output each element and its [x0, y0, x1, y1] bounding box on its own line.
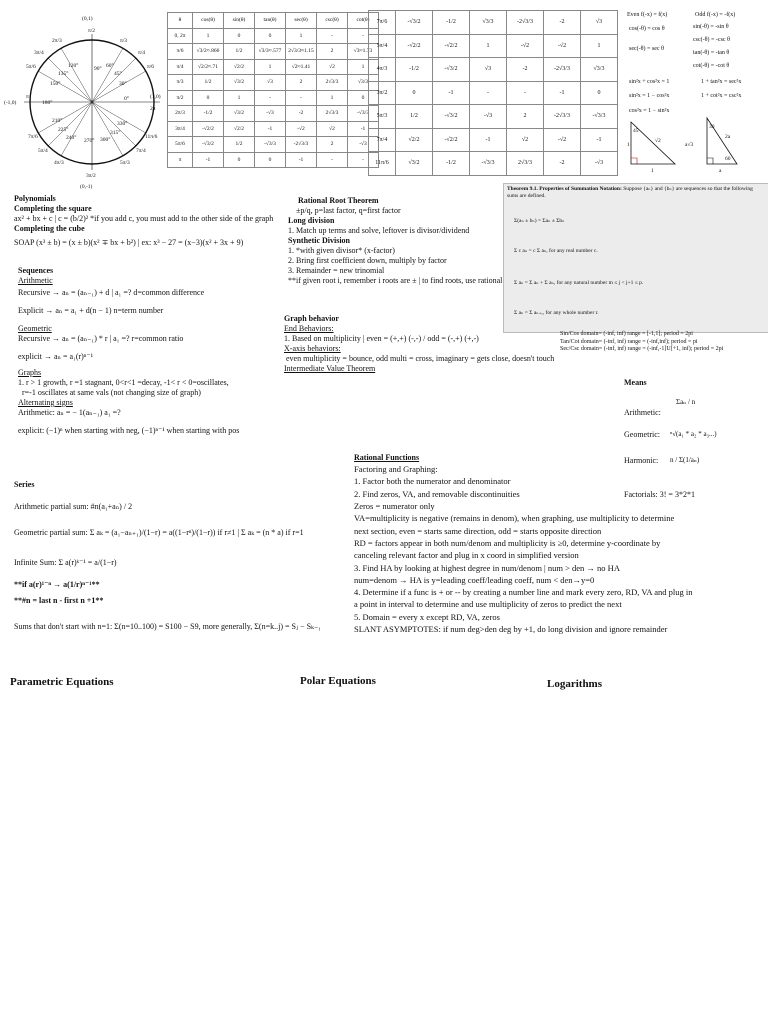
value-cell: 2	[317, 137, 348, 153]
subsection-title: Geometric	[18, 324, 52, 333]
summation-property: Σ aₙ = Σ aₙ + Σ aₙ, for any natural number m ≤ j < j+1 ≤ p.	[514, 280, 644, 286]
body-text: 1. Factor both the numerator and denominator	[354, 476, 511, 487]
sequences-section	[18, 266, 308, 436]
table-row	[168, 106, 379, 122]
value-cell: -√3	[348, 137, 379, 153]
summation-properties-box	[503, 183, 768, 333]
angle-label: 120°	[68, 63, 79, 69]
pythagorean-identity: 1 + tan²x = sec²x	[701, 79, 742, 85]
value-cell: -	[348, 28, 379, 44]
angle-cell: 5π/3	[369, 105, 396, 129]
triangle-angle-label: 60	[725, 156, 731, 162]
table-row	[168, 137, 379, 153]
table-row	[369, 105, 618, 129]
value-cell: √3/2	[396, 152, 433, 176]
radian-label: 4π/3	[54, 160, 64, 166]
value-cell: -1	[348, 121, 379, 137]
value-cell: 0	[224, 152, 255, 168]
radian-label: π/4	[138, 50, 146, 56]
value-cell: -1	[286, 152, 317, 168]
formula-text: Arithmetic partial sum: #n(a₁+aₙ) / 2	[14, 502, 133, 511]
angle-label: 90°	[94, 66, 102, 72]
body-text: even multiplicity = bounce, odd multi = cross, imaginary = gets close, doesn't touch	[286, 354, 555, 363]
formula-text: n / Σ(1/aₙ)	[670, 456, 700, 464]
radian-label: 3π/4	[34, 50, 44, 56]
rational-functions-body	[354, 463, 764, 635]
body-text: VA=multiplicity is negative (remains in denom), when graphing, use multiplicity to determine	[354, 513, 675, 524]
angle-label: 135°	[58, 71, 69, 77]
radian-label: 5π/6	[26, 64, 36, 70]
trig-table-first-half	[167, 12, 379, 168]
value-cell: -2	[544, 11, 581, 35]
heading-polar: Polar Equations	[300, 675, 376, 687]
value-cell: -2√3/3	[286, 137, 317, 153]
value-cell: -√2	[544, 34, 581, 58]
angle-label: 0°	[124, 96, 129, 102]
value-cell: -2√3/3	[507, 11, 544, 35]
angle-cell: 2π/3	[168, 106, 193, 122]
table-row	[168, 44, 379, 60]
body-text: ±p/q, p=last factor, q=first factor	[296, 206, 401, 215]
section-title: Series	[14, 480, 35, 489]
angle-cell: π/2	[168, 90, 193, 106]
value-cell: √2≈1.41	[286, 59, 317, 75]
formula-text: Recursive → aₙ = (aₙ₋₁) + d | a₁ =? d=common difference	[18, 288, 205, 297]
body-text: 1. Match up terms and solve, leftover is divisor/dividend	[288, 226, 470, 235]
value-cell: -	[470, 81, 507, 105]
radian-label: 2π/3	[52, 38, 62, 44]
pythagorean-identity: cos²x = 1 − sin²x	[629, 108, 670, 114]
value-cell: √3	[470, 58, 507, 82]
body-text: 3. Find HA by looking at highest degree in num/denom | num > den → no HA	[354, 562, 620, 573]
table-row	[168, 152, 379, 168]
step-text: 1. *with given divisor* (x-factor)	[288, 246, 395, 255]
table-header: cos(θ)	[193, 13, 224, 29]
subsection-title: End Behaviors:	[284, 324, 334, 333]
angle-cell: π/4	[168, 59, 193, 75]
body-text: a point in interval to determine and use multiplicity of zeros to predict the next	[354, 599, 622, 610]
odd-label: Odd f(-x) = -f(x)	[695, 12, 736, 18]
value-cell: -1	[433, 81, 470, 105]
even-label: Even f(-x) = f(x)	[627, 12, 668, 18]
point-top: (0,1)	[82, 16, 93, 22]
identities-panel	[625, 10, 768, 182]
angle-cell: π	[168, 152, 193, 168]
angle-cell: 5π/4	[369, 34, 396, 58]
table-header: cot(θ)	[348, 13, 379, 29]
value-cell: -2	[507, 58, 544, 82]
rational-functions-section	[354, 453, 764, 635]
body-text: SLANT ASYMPTOTES: if num deg>den deg by +1, do long division and ignore remainder	[354, 624, 668, 635]
value-cell: -1	[544, 81, 581, 105]
angle-label: 270°	[84, 138, 95, 144]
subsection-title: Graphs	[18, 368, 42, 377]
completing-square-text: ax² + bx + c | c = (b/2)² *if you add c, you must add to the other side of the graph	[14, 214, 274, 223]
radian-label: 2π	[150, 106, 156, 112]
value-cell: √3/3≈.577	[255, 44, 286, 60]
angle-label: 30°	[119, 81, 127, 87]
value-cell: -1	[581, 128, 618, 152]
body-text: 1. r > 1 growth, r =1 stagnant, 0<r<1 =decay, -1< r < 0=oscillates,	[18, 378, 229, 387]
value-cell: -√2/2	[396, 34, 433, 58]
step-text: 3. Remainder = new trinomial	[288, 266, 385, 275]
value-cell: 1/2	[224, 137, 255, 153]
value-cell: 1/2	[396, 105, 433, 129]
table-row	[168, 28, 379, 44]
body-text: 4. Determine if a func is + or -- by creating a number line and mark every zero, RD, VA and plug in	[354, 587, 693, 598]
heading-logarithms: Logarithms	[547, 678, 602, 690]
radian-label: π/2	[88, 28, 96, 34]
point-bottom: (0,-1)	[80, 184, 93, 190]
body-text: RD = factors appear in both num/denom and multiplicity is ≥0, determine y-coordinate by	[354, 537, 661, 548]
value-cell: 1/2	[193, 75, 224, 91]
table-row	[369, 81, 618, 105]
value-cell: -	[255, 90, 286, 106]
value-cell: 2√3/3	[317, 106, 348, 122]
value-cell: -√3	[255, 106, 286, 122]
rational-root-section	[288, 196, 503, 286]
heading-parametric: Parametric Equations	[10, 676, 114, 688]
value-cell: 0	[255, 152, 286, 168]
even-identity: cos(-θ) = cos θ	[629, 26, 665, 32]
angle-cell: π/3	[168, 75, 193, 91]
theorem-title: Theorem 9.1. Properties of Summation Notation:	[507, 186, 622, 192]
triangle-side-label: a	[719, 168, 722, 174]
section-title: Polynomials	[14, 194, 56, 203]
value-cell: -√2	[286, 121, 317, 137]
factorial-text: Factorials: 3! = 3*2*1	[624, 490, 695, 499]
value-cell: √2	[317, 59, 348, 75]
value-cell: -	[507, 81, 544, 105]
value-cell: √2/2	[396, 128, 433, 152]
value-cell: √3≈1.73	[348, 44, 379, 60]
value-cell: -√2	[507, 34, 544, 58]
body-text: 1. Based on multiplicity | even = (+,+) (-,-) / odd = (-,+) (+,-)	[284, 334, 479, 343]
formula-text: Recursive → aₙ = (aₙ₋₁) * r | a₁ =? r=common ratio	[18, 334, 184, 343]
pythagorean-identity: sin²x + cos²x = 1	[629, 79, 670, 85]
triangle-side-label: 1	[627, 142, 630, 148]
value-cell: -√3/2	[433, 58, 470, 82]
body-text: Factoring and Graphing:	[354, 464, 438, 474]
value-cell: -1/2	[433, 11, 470, 35]
table-header-row	[168, 13, 379, 29]
table-row	[369, 58, 618, 82]
value-cell: √2/2	[224, 121, 255, 137]
formula-text: Geometric partial sum: Σ aₖ = (a₁−aₙ₊₁)/(1−r) = a((1−rⁿ)/(1−r)) if r≠1 | Σ aₖ = (n * a) if r=1	[14, 528, 304, 537]
value-cell: -1	[470, 128, 507, 152]
value-cell: 2√3/3	[507, 152, 544, 176]
special-triangles-icon	[627, 114, 768, 180]
subsection-title: X-axis behaviors:	[284, 344, 341, 353]
value-cell: -√2	[544, 128, 581, 152]
radian-label: 7π/4	[136, 148, 146, 154]
table-header: sec(θ)	[286, 13, 317, 29]
value-cell: -1	[193, 152, 224, 168]
angle-label: 300°	[100, 137, 111, 143]
value-cell: 0	[224, 28, 255, 44]
value-cell: -√3	[470, 105, 507, 129]
domain-text: Tan/Cot domain= (-inf, inf) range = (-inf,inf); period = pi	[560, 338, 698, 345]
value-cell: -√2/2	[433, 128, 470, 152]
subsection-title: Alternating signs	[18, 398, 73, 407]
completing-cube-text: SOAP (x³ ± b) = (x ± b)(x² ∓ bx + b²) | ex: x³ − 27 = (x−3)(x² + 3x + 9)	[14, 238, 244, 247]
formula-text: ⁿ√(a₁ * a₂ * a₃...)	[670, 430, 717, 438]
value-cell: -√3/3	[581, 105, 618, 129]
angle-label: 330°	[117, 121, 128, 127]
odd-identity: cot(-θ) = -cot θ	[693, 63, 730, 69]
subsection-title: Intermediate Value Theorem	[284, 364, 376, 373]
subsection-title: Long division	[288, 216, 335, 225]
angle-label: 180°	[42, 100, 53, 106]
value-cell: 1	[581, 34, 618, 58]
value-cell: -√2/2	[193, 121, 224, 137]
radian-label: π/3	[120, 38, 128, 44]
note-text: **if a(r)¹⁻ⁿ → a(1/r)ⁿ⁻¹**	[14, 580, 100, 589]
angle-label: 45°	[114, 71, 122, 77]
pythagorean-identity: sin²x = 1 − cos²x	[629, 93, 670, 99]
value-cell: 2	[286, 75, 317, 91]
angle-cell: 3π/2	[369, 81, 396, 105]
angle-label: 240°	[66, 135, 77, 141]
formula-text: Arithmetic: aₙ = − 1(aₙ₋₁) a₁ =?	[18, 408, 121, 417]
mean-label: Geometric:	[624, 430, 660, 439]
theorem-intro: Suppose {aₙ} and {bₙ} are sequences so that the following sums are defined.	[507, 186, 753, 200]
table-row	[168, 121, 379, 137]
summation-property: Σ aₙ = Σ aₙ₊ᵣ, for any whole number r.	[514, 310, 599, 316]
subsection-title: Arithmetic	[18, 276, 53, 285]
section-title: Means	[624, 378, 647, 387]
angle-label: 315°	[110, 130, 121, 136]
value-cell: 1	[470, 34, 507, 58]
radian-label: 3π/2	[86, 173, 96, 179]
value-cell: -1/2	[433, 152, 470, 176]
formula-text: Infinite Sum: Σ a(r)ᵏ⁻¹ = a/(1−r)	[14, 558, 117, 567]
value-cell: √3	[255, 75, 286, 91]
section-title: Sequences	[18, 266, 54, 275]
formula-text: Σaₙ / n	[676, 398, 696, 406]
value-cell: 1	[317, 90, 348, 106]
value-cell: -1	[255, 121, 286, 137]
value-cell: -√3/2	[396, 11, 433, 35]
table-row	[168, 75, 379, 91]
note-text: **#n = last n - first n +1**	[14, 596, 104, 605]
formula-text: Sums that don't start with n=1: Σ(n=10..100) = S100 − S9, more generally, Σ(n=k..j) = Sⱼ − Sₖ₋₁	[14, 622, 321, 631]
value-cell: 0	[193, 90, 224, 106]
radian-label: 5π/4	[38, 148, 48, 154]
value-cell: √3	[581, 11, 618, 35]
angle-label: 210°	[52, 118, 63, 124]
domain-text: Sin/Cos domain= (-inf, inf) range = [-1,1]; period = 2pi	[560, 331, 693, 337]
value-cell: -√2/2	[433, 34, 470, 58]
table-header: csc(θ)	[317, 13, 348, 29]
value-cell: -2	[544, 152, 581, 176]
unit-circle	[4, 10, 164, 190]
domain-text: Sec/Csc domain= (-inf, inf) range = (-inf,-1]U[+1, inf); period = 2pi	[560, 346, 724, 352]
subsection-title: Completing the square	[14, 204, 92, 213]
value-cell: -√3/2	[193, 137, 224, 153]
odd-identity: tan(-θ) = -tan θ	[693, 50, 730, 56]
table-row	[168, 90, 379, 106]
point-left: (-1,0)	[4, 100, 17, 106]
triangle-side-label: 1	[651, 168, 654, 174]
series-section	[14, 480, 344, 632]
odd-identity: csc(-θ) = -csc θ	[693, 37, 730, 43]
radian-label: 5π/3	[120, 160, 130, 166]
triangle-angle-label: 45	[633, 128, 639, 134]
angle-cell: π/6	[168, 44, 193, 60]
mean-label: Harmonic:	[624, 456, 659, 465]
value-cell: 1	[348, 59, 379, 75]
triangle-angle-label: 30	[709, 124, 715, 130]
value-cell: -2√3/3	[544, 58, 581, 82]
body-text: r=-1 oscillates at same vals (not changing size of graph)	[22, 388, 201, 397]
value-cell: -	[317, 28, 348, 44]
body-text: num=denom → HA is y=leading coeff/leading coeff, num < den→y=0	[354, 574, 595, 585]
table-row	[369, 34, 618, 58]
angle-cell: 0, 2π	[168, 28, 193, 44]
value-cell: -2√3/3	[544, 105, 581, 129]
body-text: next section, even = starts same direction, odd = starts opposite direction	[354, 525, 602, 536]
table-header: θ	[168, 13, 193, 29]
value-cell: 0	[396, 81, 433, 105]
value-cell: 2√3/3	[317, 75, 348, 91]
value-cell: 1	[255, 59, 286, 75]
angle-cell: 5π/6	[168, 137, 193, 153]
value-cell: -1/2	[193, 106, 224, 122]
section-title: Rational Root Theorem	[298, 196, 379, 205]
means-section	[624, 378, 768, 499]
value-cell: 1	[224, 90, 255, 106]
section-title: Rational Functions	[354, 453, 420, 462]
value-cell: 2	[317, 44, 348, 60]
triangle-side-label: a√3	[685, 142, 694, 148]
trig-table-second-half	[368, 10, 618, 176]
subsection-title: Synthetic Division	[288, 236, 351, 245]
mean-label: Arithmetic:	[624, 408, 661, 417]
triangle-hyp-label: 2a	[725, 134, 731, 140]
value-cell: -1/2	[396, 58, 433, 82]
value-cell: -√3/2	[433, 105, 470, 129]
body-text: canceling relevant factor and plug in x coord in simplified version	[354, 550, 579, 561]
value-cell: √2	[507, 128, 544, 152]
value-cell: √2/2≈.71	[193, 59, 224, 75]
value-cell: √3/3	[581, 58, 618, 82]
value-cell: 2	[507, 105, 544, 129]
radian-label: 7π/6	[28, 134, 38, 140]
section-title: Graph behavior	[284, 314, 339, 323]
step-text: **if given root i, remember i roots are ± | to find roots, use rational	[288, 276, 503, 285]
formula-text: Explicit → aₙ = a₁ + d(n − 1) n=term number	[18, 306, 164, 315]
value-cell: 1	[286, 28, 317, 44]
value-cell: -√3/3	[348, 106, 379, 122]
value-cell: 1	[193, 28, 224, 44]
summation-property: Σ c aₙ = c Σ aₙ, for any real number c.	[514, 248, 598, 254]
radian-label: π/6	[147, 64, 155, 70]
pythagorean-identity: 1 + cot²x = csc²x	[701, 93, 742, 99]
table-row	[369, 152, 618, 176]
polynomials-section	[14, 194, 304, 248]
angle-label: 225°	[58, 127, 69, 133]
value-cell: 1/2	[224, 44, 255, 60]
angle-cell: 7π/6	[369, 11, 396, 35]
radian-label: 11π/6	[145, 134, 158, 140]
value-cell: 0	[348, 90, 379, 106]
value-cell: √3/2≈.866	[193, 44, 224, 60]
angle-label: 60°	[106, 63, 114, 69]
value-cell: √2/2	[224, 59, 255, 75]
body-text: 2. Find zeros, VA, and removable discontinuities	[354, 488, 520, 499]
value-cell: -	[348, 152, 379, 168]
value-cell: -	[286, 90, 317, 106]
unit-circle-diagram	[4, 10, 164, 190]
formula-text: explicit → aₙ = a₁(r)ⁿ⁻¹	[18, 352, 93, 361]
graph-behavior-section	[284, 314, 614, 374]
value-cell: √3/2	[224, 106, 255, 122]
subsection-title: Completing the cube	[14, 224, 85, 233]
value-cell: √3/3	[470, 11, 507, 35]
angle-cell: 11π/6	[369, 152, 396, 176]
body-text: 5. Domain = every x except RD, VA, zeros	[354, 611, 500, 622]
value-cell: √3/3	[348, 75, 379, 91]
value-cell: 0	[255, 28, 286, 44]
angle-cell: 7π/4	[369, 128, 396, 152]
table-row	[369, 11, 618, 35]
table-row	[369, 128, 618, 152]
value-cell: √2	[317, 121, 348, 137]
angle-label: 150°	[50, 81, 61, 87]
odd-identity: sin(-θ) = -sin θ	[693, 24, 729, 30]
step-text: 2. Bring first coefficient down, multiply by factor	[288, 256, 447, 265]
value-cell: -2	[286, 106, 317, 122]
even-identity: sec(-θ) = sec θ	[629, 46, 664, 52]
formula-text: explicit: (−1)ⁿ when starting with neg, (−1)ⁿ⁻¹ when starting with pos	[18, 426, 240, 435]
angle-cell: 4π/3	[369, 58, 396, 82]
value-cell: -√3	[581, 152, 618, 176]
body-text: Zeros = numerator only	[354, 500, 435, 511]
value-cell: -√3/3	[255, 137, 286, 153]
table-header: sin(θ)	[224, 13, 255, 29]
value-cell: 0	[581, 81, 618, 105]
triangle-hyp-label: √2	[655, 138, 661, 144]
value-cell: -	[317, 152, 348, 168]
angle-cell: 3π/4	[168, 121, 193, 137]
value-cell: -√3/3	[470, 152, 507, 176]
summation-property: Σ(aₙ ± bₙ) = Σaₙ ± Σbₙ	[514, 218, 565, 224]
point-right: (1,0)	[150, 94, 161, 100]
value-cell: √3/2	[224, 75, 255, 91]
table-row	[168, 59, 379, 75]
value-cell: 2√3/3≈1.15	[286, 44, 317, 60]
radian-label: π	[26, 94, 29, 100]
table-header: tan(θ)	[255, 13, 286, 29]
